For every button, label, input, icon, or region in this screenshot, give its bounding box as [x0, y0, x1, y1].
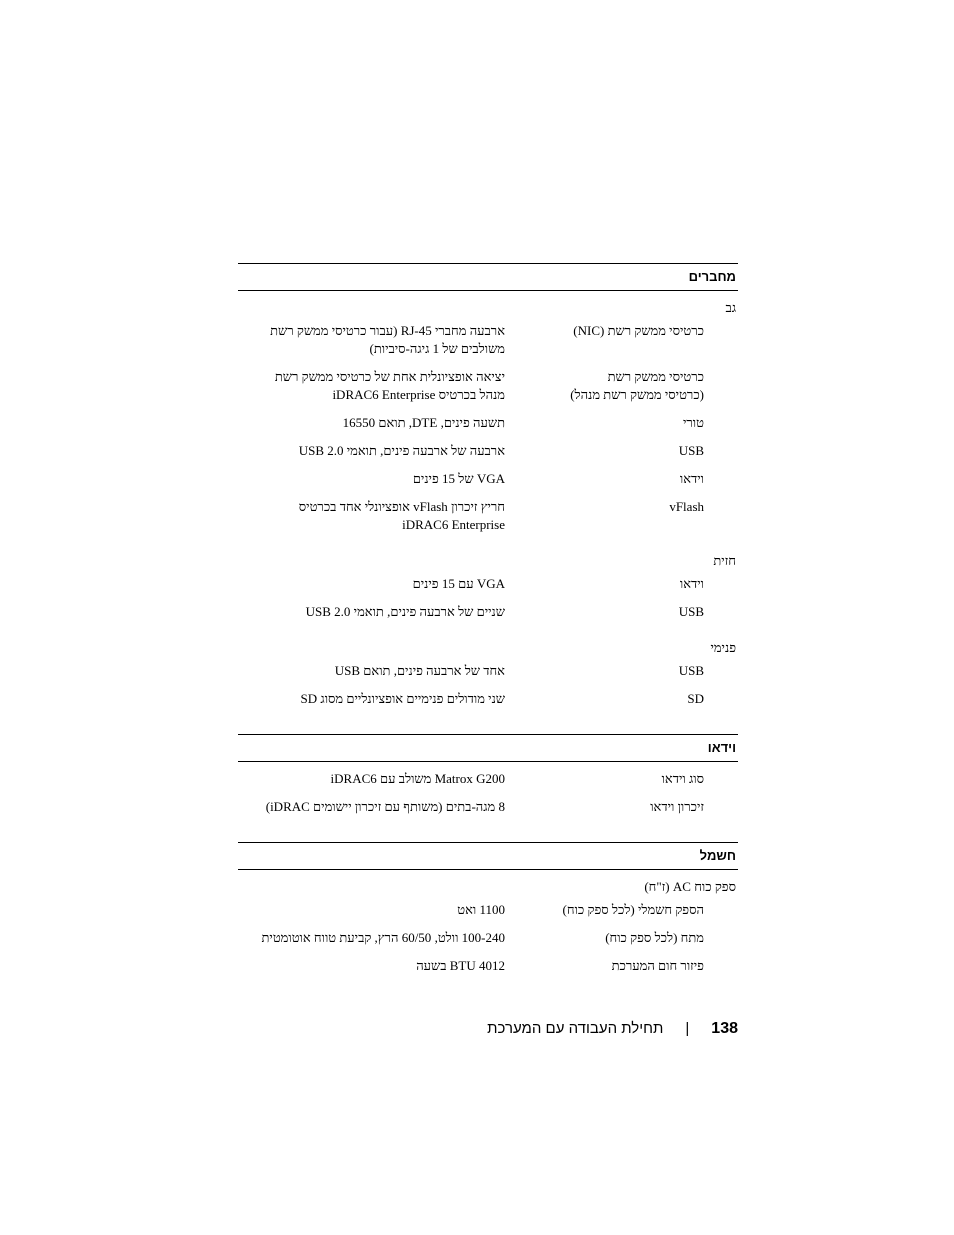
spec-label: הספק חשמלי (לכל ספק כוח) — [562, 902, 704, 917]
page-number: 138 — [711, 1020, 738, 1037]
spec-row-heat-dissipation — [238, 957, 738, 985]
spec-value: VGA עם 15 פינים — [412, 576, 505, 591]
spec-label: SD — [687, 691, 704, 706]
spec-value: ארבעה מחברי RJ-45 (עבור כרטיסי ממשק רשת משולבים של 1 גיגה-סיביות) — [270, 323, 505, 356]
spec-label: וידאו — [679, 471, 704, 486]
section-title-power: חשמל — [699, 848, 736, 863]
spec-table — [238, 263, 738, 985]
footer-separator: | — [685, 1020, 690, 1037]
spec-value: ארבעה של ארבעה פינים, תואמי USB 2.0 — [298, 443, 505, 458]
spec-value: 100-240 וולט, 60/50 הרץ, קביעת טווח אוטומטית — [261, 930, 505, 945]
spec-label: vFlash — [669, 499, 704, 514]
spec-value: אחד של ארבעה פינים, תואם USB — [334, 663, 505, 678]
spec-row-video-memory — [238, 798, 738, 826]
spec-row-sd — [238, 690, 738, 718]
spec-row-serial — [238, 414, 738, 442]
spec-label: USB — [678, 663, 704, 678]
spec-row-usb-internal — [238, 662, 738, 690]
spec-label: פיזור חום המערכת — [611, 958, 704, 973]
page-footer — [238, 1020, 738, 1038]
spec-value: 4012 BTU בשעה — [416, 958, 505, 973]
spec-row-usb-front — [238, 603, 738, 631]
spec-row-wattage — [238, 901, 738, 929]
spec-row-video-back — [238, 470, 738, 498]
group-label-ac: ספק כוח AC (ז"ח) — [644, 879, 736, 894]
group-label-front: חזית — [713, 553, 736, 568]
spec-value: שניים של ארבעה פינים, תואמי USB 2.0 — [305, 604, 505, 619]
spec-label: זיכרון וידאו — [650, 799, 704, 814]
spec-row-vflash — [238, 498, 738, 544]
spec-row-management-nic — [238, 368, 738, 414]
spec-label: כרטיסי ממשק רשת (כרטיסי ממשק רשת מנהל) — [570, 369, 704, 402]
spec-value: VGA של 15 פינים — [412, 471, 505, 486]
group-label-internal: פנימי — [710, 640, 736, 655]
spec-value: תשעה פינים, DTE, תואם 16550 — [342, 415, 505, 430]
spec-row-usb-back — [238, 442, 738, 470]
spec-label: טורי — [683, 415, 704, 430]
chapter-title: תחילת העבודה עם המערכת — [487, 1020, 664, 1037]
section-title-ports: מחברים — [688, 269, 736, 284]
spec-value: Matrox G200 משולב עם iDRAC6 — [330, 771, 505, 786]
spec-label: USB — [678, 604, 704, 619]
spec-label: כרטיסי ממשק רשת (NIC) — [573, 323, 704, 338]
spec-value: שני מודולים פנימיים אופציונליים מסוג SD — [300, 691, 505, 706]
spec-label: USB — [678, 443, 704, 458]
section-title-video: וידאו — [707, 740, 736, 755]
spec-row-video-type — [238, 770, 738, 798]
spec-value: יציאה אופציונלית אחת של כרטיסי ממשק רשת מנהל בכרטיס iDRAC6 Enterprise — [274, 369, 505, 402]
group-label-back: גב — [725, 300, 736, 315]
spec-row-nic — [238, 322, 738, 368]
spec-value: 8 מגה-בתים (משותף עם זיכרון יישומים iDRAC) — [265, 799, 505, 814]
spec-value: 1100 ואט — [457, 902, 505, 917]
spec-row-video-front — [238, 575, 738, 603]
spec-row-voltage — [238, 929, 738, 957]
spec-label: סוג וידאו — [661, 771, 704, 786]
spec-label: מתח (לכל ספק כוח) — [605, 930, 704, 945]
spec-label: וידאו — [679, 576, 704, 591]
spec-value: חריץ זיכרון vFlash אופציונלי אחד בכרטיס iDRAC6 Enterprise — [298, 499, 505, 532]
